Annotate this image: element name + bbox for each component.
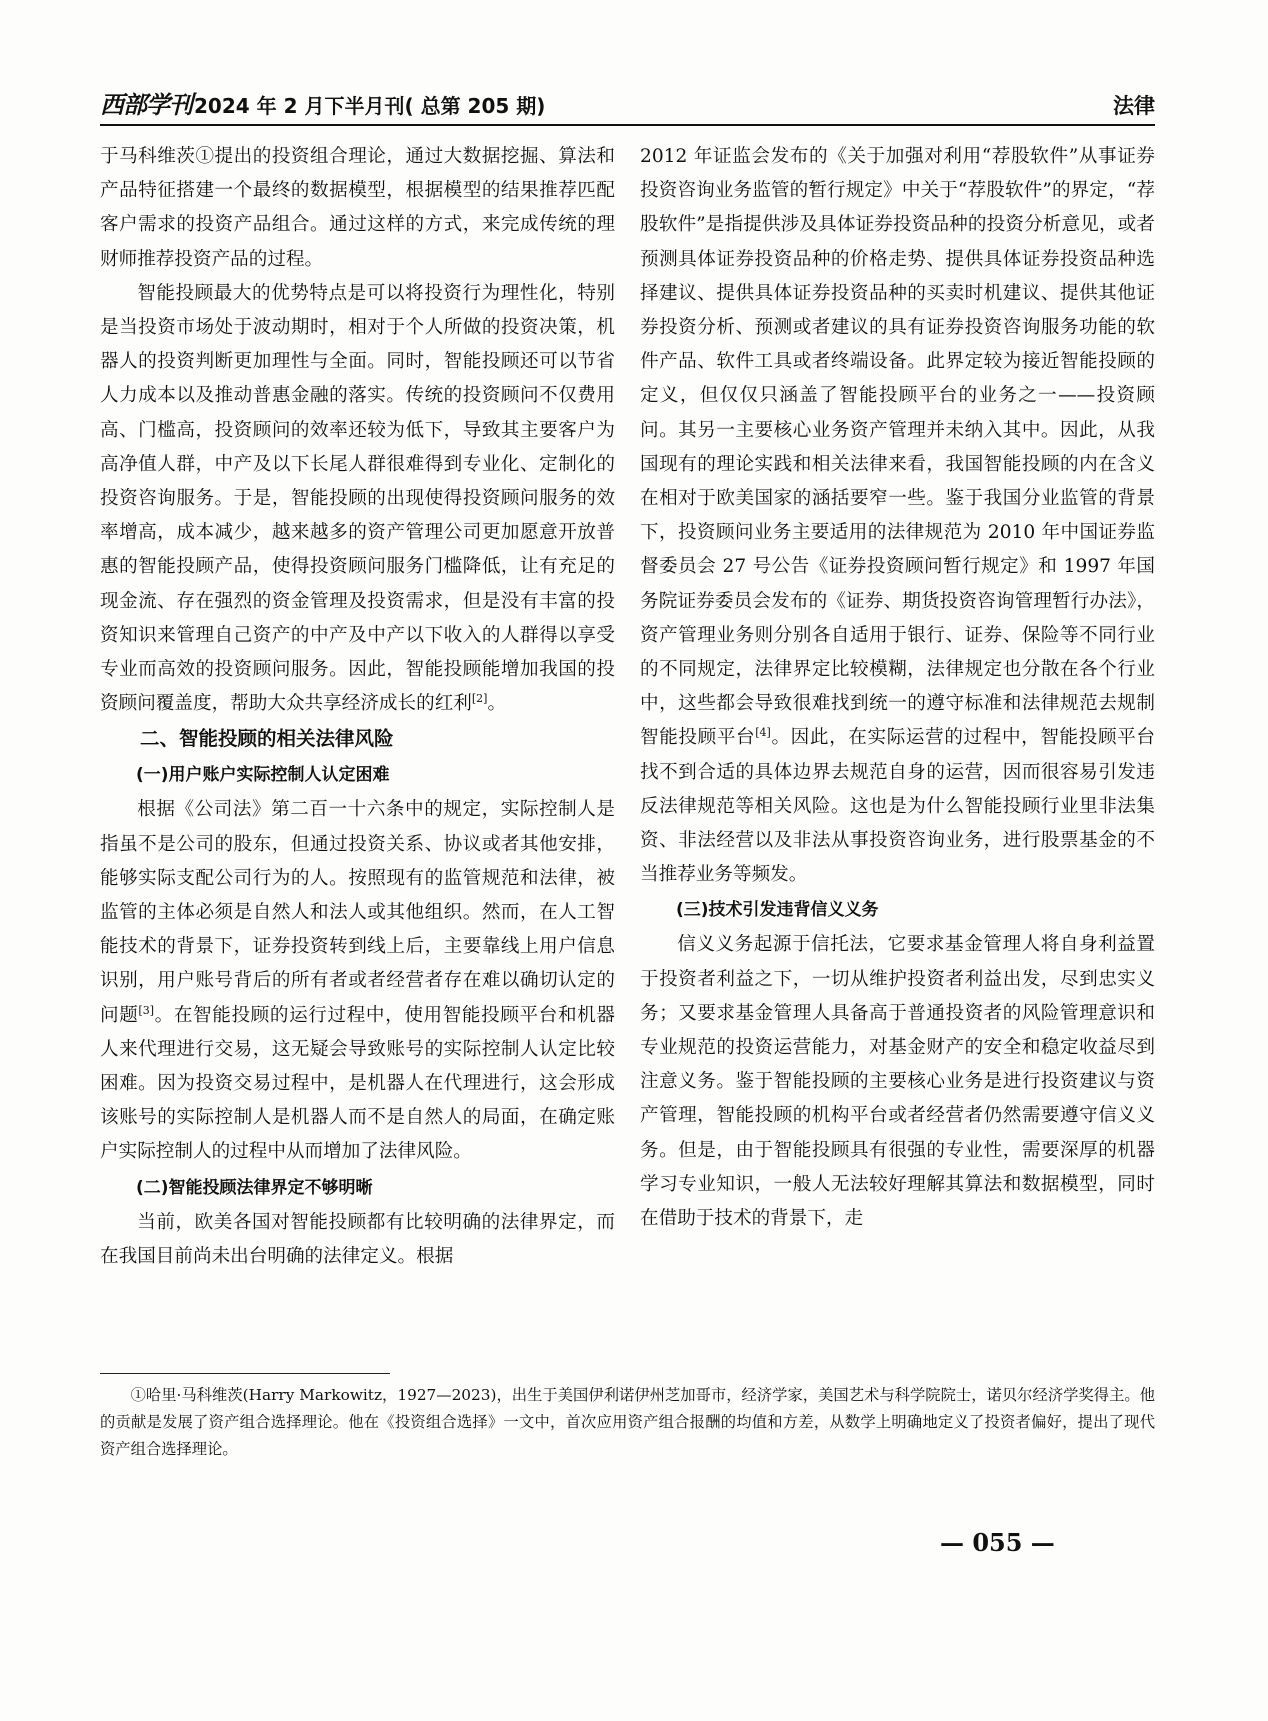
citation-ref: [4] xyxy=(755,726,771,740)
paragraph-text: 。因此，在实际运营的过程中，智能投顾平台找不到合适的具体边界去规范自身的运营，因而很容易引发违反法律规范等相关风险。这也是为什么智能投顾行业里非法集资、非法经营以及非法从事投资咨询业务，进行股票基金的不当推荐业务等频发。 xyxy=(640,727,1155,886)
left-column xyxy=(100,140,615,1274)
paragraph xyxy=(100,277,615,722)
header-left xyxy=(100,85,545,120)
paragraph-end: 。 xyxy=(487,693,507,715)
subsection-heading: (一)用户账户实际控制人认定困难 xyxy=(136,765,390,786)
page-header xyxy=(100,86,1155,120)
issue-info: 2024 年 2 月下半月刊( 总第 205 期) xyxy=(194,94,546,118)
paragraph-text: 根据《公司法》第二百一十六条中的规定，实际控制人是指虽不是公司的股东，但通过投资关系、协议或者其他安排，能够实际支配公司行为的人。按照现有的监管规范和法律，被监管的主体必须是自然人和法人或其他组织。然而，在人工智能技术的背景下，证券投资转到线上后，主要靠线上用户信息识别，用户账号背后的所有者或者经营者存在难以确切认定的问题 xyxy=(100,799,615,1026)
footnote-rule xyxy=(100,1373,390,1374)
paragraph-text: 2012 年证监会发布的《关于加强对利用“荐股软件”从事证券投资咨询业务监管的暂行规定》中关于“荐股软件”的界定，“荐股软件”是指提供涉及具体证券投资品种的投资分析意见，或者预测具体证券投资品种的价格走势、提供具体证券投资品种选择建议、提供具体证券投资品种的买卖时机建议、提供其他证券投资分析、预测或者建议的具有证券投资咨询服务功能的软件产品、软件工具或者终端设备。此界定较为接近智能投顾的定义，但仅仅只涵盖了智能投顾平台的业务之一——投资顾问。其另一主要核心业务资产管理并未纳入其中。因此，从我国现有的理论实践和相关法律来看，我国智能投顾的内在含义在相对于欧美国家的涵括要窄一些。鉴于我国分业监管的背景下，投资顾问业务主要适用的法律规范为 2010 年中国证券监督委员会 27 号公告《证券投资顾问暂行规定》和 1997 年国务院证券委员会发布的《证券、期货投资咨询管理暂行办法》，资产管理业务则分别各自适用于银行、证券、保险等不同行业的不同规定，法律界定比较模糊，法律规定也分散在各个行业中，这些都会导致很难找到统一的遵守标准和法律规范去规制智能投顾平台 xyxy=(640,146,1155,749)
section-label: 法律 xyxy=(1113,94,1155,118)
paragraph-text: 。在智能投顾的运行过程中，使用智能投顾平台和机器人来代理进行交易，这无疑会导致账号的实际控制人认定比较困难。因为投资交易过程中，是机器人在代理进行，这会形成该账号的实际控制人是机器人而不是自然人的局面，在确定账户实际控制人的过程中从而增加了法律风险。 xyxy=(100,1004,615,1163)
citation-ref: [3] xyxy=(138,1003,155,1017)
subsection-heading: (三)技术引发违背信义义务 xyxy=(676,900,879,921)
footnote: ①哈里·马科维茨(Harry Markowitz，1927—2023)，出生于美国伊利诺伊州芝加哥市，经济学家，美国艺术与科学院院士，诺贝尔经济学奖得主。他的贡献是发展了资产组合选择理论。他在《投资组合选择》一文中，首次应用资产组合报酬的均值和方差，从数学上明确地定义了投资者偏好，提出了现代资产组合选择理论。 xyxy=(100,1386,1155,1458)
paragraph: 于马科维茨①提出的投资组合理论，通过大数据挖掘、算法和产品特征搭建一个最终的数据模型，根据模型的结果推荐匹配客户需求的投资产品组合。通过这样的方式，来完成传统的理财师推荐投资产品的过程。 xyxy=(100,146,615,270)
right-column xyxy=(640,140,1155,1274)
paragraph xyxy=(100,793,615,1169)
journal-logo: 西部学刊 xyxy=(100,90,192,119)
page-number: — 055 — xyxy=(940,1528,1055,1557)
paragraph: 信义义务起源于信托法，它要求基金管理人将自身利益置于投资者利益之下，一切从维护投资者利益出发，尽到忠实义务；又要求基金管理人具备高于普通投资者的风险管理意识和专业规范的投资运营能力，对基金财产的安全和稳定收益尽到注意义务。鉴于智能投顾的主要核心业务是进行投资建议与资产管理，智能投顾的机构平台或者经营者仍然需要遵守信义义务。但是，由于智能投顾具有很强的专业性，需要深厚的机器学习专业知识，一般人无法较好理解其算法和数据模型，同时在借助于技术的背景下，走 xyxy=(640,934,1155,1230)
subsection-heading: (二)智能投顾法律界定不够明晰 xyxy=(136,1177,373,1198)
section-heading: 二、智能投顾的相关法律风险 xyxy=(140,727,394,751)
paragraph: 当前，欧美各国对智能投顾都有比较明确的法律界定，而在我国目前尚未出台明确的法律定义。根据 xyxy=(100,1211,615,1267)
paragraph xyxy=(640,140,1155,892)
paragraph-text: 智能投顾最大的优势特点是可以将投资行为理性化，特别是当投资市场处于波动期时，相对于个人所做的投资决策，机器人的投资判断更加理性与全面。同时，智能投顾还可以节省人力成本以及推动普惠金融的落实。传统的投资顾问不仅费用高、门槛高，投资顾问的效率还较为低下，导致其主要客户为高净值人群，中产及以下长尾人群很难得到专业化、定制化的投资咨询服务。于是，智能投顾的出现使得投资顾问服务的效率增高，成本减少，越来越多的资产管理公司更加愿意开放普惠的智能投顾产品，使得投资顾问服务门槛降低，让有充足的现金流、存在强烈的资金管理及投资需求，但是没有丰富的投资知识来管理自己资产的中产及中产以下收入的人群得以享受专业而高效的投资顾问服务。因此，智能投顾能增加我国的投资顾问覆盖度，帮助大众共享经济成长的红利 xyxy=(100,282,615,715)
header-rule xyxy=(100,124,1155,126)
body-columns xyxy=(100,140,1155,1274)
citation-ref: [2] xyxy=(471,692,488,706)
